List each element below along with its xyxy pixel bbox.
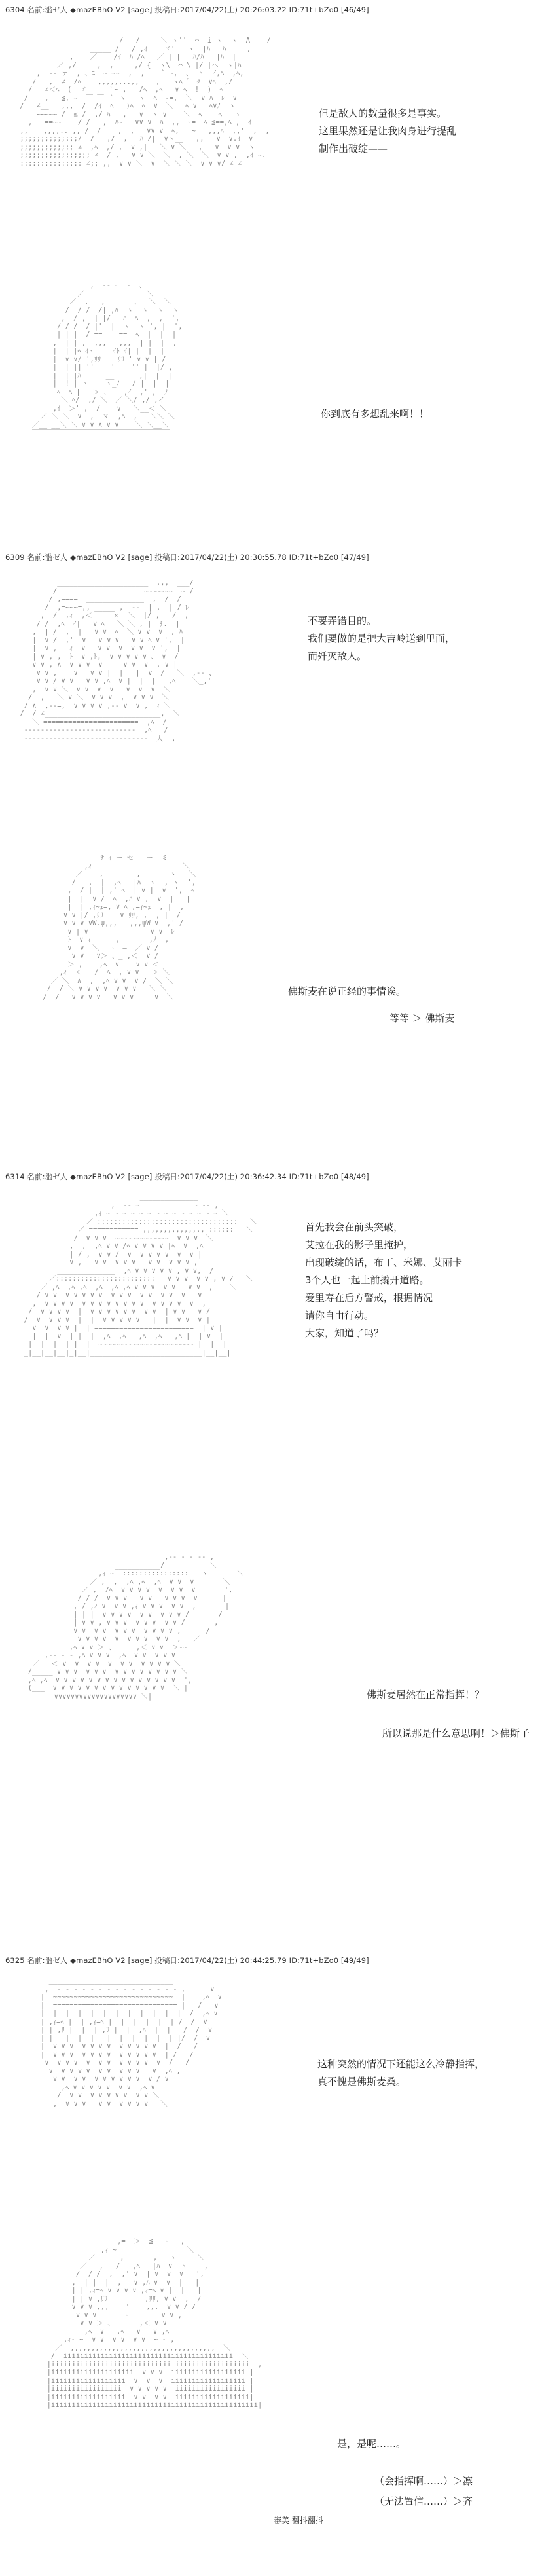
- post-header: 6325 名前:滥ゼ人 ◆mazEBhO V2 [sage] 投稿日:2017/04/22(土) 20:44:25.79 ID:71t+bZo0 [49/49]: [5, 1956, 369, 1965]
- dialog-line: 我们要做的是把大吉岭送到里面，: [308, 633, 456, 644]
- dialog-box: [308, 612, 455, 665]
- post-2: [0, 547, 559, 1167]
- dialog-box: [382, 1725, 530, 1742]
- ascii-art-character: ______________________________ , ‐ ‐ ‐ ‐ ‐ ‐ ‐ ‐ ‐ ‐ ‐ ‐ ‐ ‐ ‐ , ∨ | ~~~~~~~~~~~~~~~~~~~~~~~~~~~~~ | ,ﾍ ∨ | ============================== | / ∨ | | | | | | | | | | | | / ,ﾍ ∨ | ,ｨ=ﾍ | | ,ｨ=ﾍ | | | | | | / / ∨ | | ,ﾘ | | | ,ﾘ | | ,ﾍ | | | / / ∨ | |___|__|__|___|__|__|__|__|__| |/ / ∨ | ∨ ∨ ∨ ∨ ∨ ∨ ∨ ∨ ∨ ∨ ∨ ∨ | / / | ∨ ∨ ∨ ∨ ∨ ∨ ∨ ∨ ∨ ∨ ∨ ∨ | / / ∨ ∨ ∨ ∨ ∨ ∨ ∨ ∨ ∨ ∨ ∨ ∨ / / ∨ ∨ ∨ ∨ ∨ ∨ ∨ ∨ ∨ ∨ ∨ ,ﾍ , ∨ ∨ ∨ ∨ ∨ ∨ ∨ ∨ ∨ ∨ ∨ / ∨ ,ﾍ ∨ ∨ ∨ ∨ ∨ ∨ ∨ ,ﾍ ∨ / ∨ ∨ ∨ ∨ ∨ ∨ ∨ ∨ ∨ ＼ , ∨ ∨ ∨ ∨ ∨ ∨ ∨ ∨ ∨ ＼: [40, 1977, 223, 2108]
- dialog-line: 佛斯麦在说正经的事情诶。: [288, 985, 406, 997]
- dialog-line: 请你自由行动。: [305, 1310, 374, 1321]
- dialog-line: 3个人也一起上前撬开道路。: [305, 1274, 429, 1286]
- dialog-box: [317, 2055, 484, 2091]
- dialog-line: 这里果然还是让我肉身进行提乱: [319, 125, 457, 137]
- caption-sign: [274, 2515, 323, 2526]
- dialog-box: [389, 1010, 455, 1027]
- dialog-box: [288, 983, 406, 1001]
- dialog-line: 等等 ＞ 佛斯麦: [389, 1012, 455, 1024]
- dialog-line: 而歼灭敌人。: [308, 650, 367, 662]
- dialog-line: 不要弄错目的。: [308, 615, 377, 627]
- dialog-line: 所以说那是什么意思啊！＞佛斯子: [382, 1727, 530, 1739]
- post-header: 6309 名前:滥ゼ人 ◆mazEBhO V2 [sage] 投稿日:2017/04/22(土) 20:30:55.78 ID:71t+bZo0 [47/49]: [5, 553, 369, 562]
- dialog-line: 首先我会在前头突破，: [305, 1221, 404, 1233]
- dialog-box: [337, 2435, 406, 2453]
- post-header: 6314 名前:滥ゼ人 ◆mazEBhO V2 [sage] 投稿日:2017/04/22(土) 20:36:42.34 ID:71t+bZo0 [48/49]: [5, 1172, 369, 1181]
- post-1: [0, 0, 559, 550]
- dialog-line: 你到底有多想乱来啊！！: [321, 408, 429, 420]
- dialog-line: 这种突然的情况下还能这么冷静指挥，: [317, 2058, 485, 2070]
- ascii-art-character: , -‐ ｰ - 、 ／ ＼ ／ , , 、 ＼ ＼ / / / /| ,ﾊ ヽ ヽ ヽ ヽ , / , | |/ | ﾊ ﾍ , , ', / / / / |' | ヽ ヽ ', | ', | | | / == == ﾍ | | | , | | , ,,, ,,, | | | , | | |ﾍ ｲﾄ ｲﾄ ｲ| | | | | ∨ ∨/ ',ﾘﾘ ﾘﾘ ' ∨ ∨ | / | | || '' ' '' | |/ , | | |ﾊ __ ,| | | | ! | ヽ ヽ_ﾉ / | | | ﾍ ﾍ | ＞ ､ __ ,ｲ ,' , ﾉ ＼ ﾍ/ ,/ ＼ ／ ＼/ ,/ ,イ ,ｲ ＞' , / ∨ ＼__＜ ＼ ／ ＼ ＼ ∨ , ｘ ,ﾍ , ＼＼ ＼ ／__ __＼ ＼ ∨ ∨ ∧ ∨ ∨ ＼ ＼__＼ ￣￣￣￣￣￣￣￣￣￣￣￣￣￣￣￣￣￣￣￣: [31, 282, 183, 437]
- ascii-art-character: ﾁ ｨ ー セ ー ミ ,ｨ ＼ ／ , , ヽ ＼ / , | ,ﾍ |ﾊ ヽ , ヽ ', , / | | ,' ﾍ | ∨ | ∨ ', ﾍ | | ∨ / ﾍ ,ﾊ ∨ , ∨ | | | | ,ｨ~ｪ=, ∨ ﾍ ,=ｨ~ｪ , | , ∨ ∨ |/ ,ﾘﾘ ∨ ﾘﾘ, , , | / ∨ ∨ ∨ ∨W.ψ,,, ,,,ψW ∨ ,' / ∨ | ∨ ∨ ∨ ﾚ ﾄ ∨ ｨ , ,ﾉ , ∨ ∨ ＼ ー ― ／ ∨ / ∨ ∨ ∨＞ 、_ ,＜ ∨ / ＞ , ,ﾍ ∨ ∨ ∨ ＜ ,ｨ ＜ / ﾍ , ∨ ∨ ＞ ＼ ／ ＼ ∧ , ,ﾍ ∨ ∨ ∨ / ＼ ＼ / / ＼ ∨ ∨ ∨ ∨ ∨ ∨ ∨ ＼ ＼ / / ∨ ∨ ∨ ∨ ∨ ∨ ∨ ∨ ＼: [43, 854, 196, 1001]
- dialog-box: [319, 105, 456, 158]
- dialog-box: [374, 2471, 473, 2512]
- post-3: [0, 1167, 559, 1951]
- dialog-line: 大家，知道了吗？: [305, 1327, 384, 1339]
- dialog-line: 佛斯麦居然在正常指挥！？: [367, 1689, 485, 1701]
- dialog-line: 艾拉在我的影子里掩护，: [305, 1239, 414, 1251]
- dialog-line: 但是敌人的数量很多是事实。: [319, 107, 447, 119]
- ascii-art-character: ,-‐ ‐ ‐ ‐- , ___________/ ＼ ,ｨ ~ :::::::::::::::: ヽ ＼ ／ , , ,ﾍ ,ﾍ ,ﾍ ∨ ∨ ∨ ＼ ／ , /ﾍ ∨ ∨ ∨ ∨ ∨ ∨ ∨ ∨ ', / / / ∨ ∨ ∨ ∨ ∨ ∨ ∨ ∨ ∨ | , / ,ｨ ∨ ∨ ∨ ,ｨ ∨ ∨ ∨ ∨ ∨ , | | | | ∨ ∨ ∨ ∨ ∨ ∨ ∨ ∨ ∨ / / | ∨ ∨ , ∨ ∨ ∨ ∨ ∨ ∨ ∨ ∨ / , ∨ ∨ ∨ ∨ ∨ ∨ ∨ ∨ ∨ ∨ ∨ , / ∨ ∨ ∨ ∨ ∨ ∨ ∨ ∨ ∨ ∨ , ／ ,ﾍ ∨ ∨ ＞ 、 ___ ,＜ ∨ ∨ ＞‐~ ,-‐ ‐ ‐ ,ﾍ ∨ ∨ ∨ ,ﾍ ∨ ∨ ∨ ∨ ∨ ／ ＜ ∨ ∨ ∨ ∨ ∨ ∨ ∨ ∨ ∨ ∨ ∨ ＼ /_____ ∨ ∨ ∨ ∨ ∨ ∨ ∨ ∨ ∨ ∨ ∨ ∨ ∨ ∨ ＼ ,ﾍ ,ﾍ ∨ ∨ ∨ ∨ ∨ ∨ ∨ ∨ ∨ ∨ ∨ ∨ ∨ ∨ ∨ ', (___ ∨ ∨ ∨ ∨ ∨ ∨ ∨ ∨ ∨ ∨ ∨ ∨ ∨ ∨ ＼ | ￣￣∨∨∨∨∨∨∨∨∨∨∨∨∨∨∨∨∨∨∨∨ ＼|: [27, 1553, 244, 1701]
- ascii-art-character: / / ＼ ヽ'' ⌒ i ヽ ヽ A / _____ / / ,ｲ ヾ' ヽ |ﾊ ﾊ , , ／ /ｲ ﾊ /ﾍ ／ | | ﾊ/ﾊ |ﾊ | ／ ,/ , , __,/ { ヽ\ ⌒ \ |/ |ヘ ヽ|ﾊ , -‐ ァ ,_、ﾆ ~ ~~ , , ` ~, ､ ヽ ｲ,ﾍ ,ﾍ, / , ≠ /ﾍ ,,,,,,..,, , ヽﾍ ゙ ｸ ∨ﾍ ,/ / ∠＜ﾍ ( ゞ ｀~ , /ﾍ ,ﾍ ∨ ﾍ ! ) ﾍ / , ≦, ~ ￣ ￣ ｀ ヽ ヽ ﾍ ‐=, ＼ ∨ ﾊ ﾚ ∨ / ∠__ ,,, / /ｲ ﾍ )ﾍ ﾍ ∨ ＼ ﾍ ∨ ﾍ∨ﾉ ヽ ~~~~~ / ≦ / ./ ﾊ , ∨ ヽ ∨ ＼ ﾍ ﾍ ヽ , ==~~ / / , ﾊ~ ∨∨ ∨ ﾊ ,, ｰ= ﾍ ≦==,ﾍ , ｲ ,, ＿,,,,.. ,, / / , , ∨∨ ∨ ﾍ, ~ ,,,ﾍ ,,' , , ;;;;;;;;;;;;;;/ / ,/ , ﾊ /| ∨ヽ__ ,, ∨ ∨.ｲ ∨ ;;;;;;;;;;;;; ∠ ,ﾍ ,/ , ∨ ,| ＼ ∨ ＼ , ∨ ∨ ∨ ヽ ;;;;;;;;;;;;;;;;; ∠ / , ∨ ∨ ＼ ＼ , ＼ ＼ ∨ ∨ , ,ｲ ~. ::::::::::::::: ∠;; ,, ∨ ∨ ＼ ∨ ＼ ＼ ＼ ∨ ∨ ∨/ ∠ ∠: [20, 37, 271, 168]
- post-4: [0, 1951, 559, 2576]
- post-header: 6304 名前:滥ゼ人 ◆mazEBhO V2 [sage] 投稿日:2017/04/22(土) 20:26:03.22 ID:71t+bZo0 [46/49]: [5, 5, 369, 14]
- dialog-line: 爱里寿在后方警戒，根据情况: [305, 1292, 433, 1304]
- ascii-art-character: ______________ , -‐ ~ ~ ‐- , ,ｨ ~ ~ ~ ~ ~ ~ ~ ~ ~ ~ ~ ~ ~ ~ ＼ ／ :::::::::::::::::::::::::::::::::: ＼ ／ ============ ,,,,,,,,,,,,,,, :::::: ＼ / ∨ ∨ ∨ ~~~~~~~~~~~~~ ∨ ∨ ∨ ＼ , , ,ﾍ ∨ ∨ /ﾍ ∨ ∨ ∨ ∨ |ﾍ ∨ ,ﾍ | / , ∨ ∨ / ∨ ∨ ∨ ∨ ∨ ∨ ∨ | ∨ , ∨ ∨ ∨ ∨ ∨ ∨ ∨ ∨ ∨ ∨ , ______________ ,ﾍ ∨ ∨ ∨ ∨ ∨ , ∨ ∨, / ／:::::::::::::::::::::::: ∨ ∨ ∨ ∨ ∨ , ∨ / ＼ ／ ,ﾍ ,ﾍ ,ﾍ ,ﾍ ,ﾍ ,ﾍ ∨ ∨ ∨ ∨ ∨ ∨ ∨ , ＼ / ∨ ∨ ∨ ∨ ∨ ∨ ∨ ∨ ∨ ∨ ∨ ∨ ∨ ∨ ∨ ∨ , ∨ ∨ ∨ ∨ ∨ ∨ ∨ ∨ ∨ ∨ ∨ ∨ ∨ ∨ ∨ ∨ ∨ , / ∨ ∨ ∨ ∨ | ∨ ∨ ∨ ∨ ∨ ∨ ∨ ∨ | ∨ ∨ ∨ / / ∨ ∨ ∨ ∨ | | ∨ ∨ ∨ ∨ ∨ | | ∨ ∨ ∨ | | ∨ ∨ ∨ ∨ | | ======================== | ∨ | | | | ∨ | | | ,ﾍ ,ﾍ ,ﾍ ,ﾍ ,ﾍ | | ∨ | | | | | | | | ~~~~~~~~~~~~~~~~~~~~~~~ | | | |_|__|__|__|_|__|___________________________|__|__|: [20, 1193, 257, 1357]
- dialog-line: 出现破绽的话，布丁、米娜、艾丽卡: [305, 1257, 463, 1268]
- sign-text: 審美 翻抖翻抖: [274, 2516, 323, 2525]
- ascii-art-character: ______________________ ,,, ___/ /____________________ ~~~~~~~ ~ / / ,==== ______________ , / / / ,=~~~=,, _____ , -‐ | , | / ﾚ , / ,ｨ ,＜ ｘ ＼ |/ , / , / / ,ﾍ ｲ| ∨ ﾍ ＼ ＼ , | ﾁ. | , | / , | ∨ ∨ ﾍ ＼ ∨ ∨ ∨ , ﾊ | ∨ / ,' ∨ ∨ ∨ ∨ ∨ ∨ ﾍ ∨ ', | | ∨ , ｨ ∨ ∨ ∨ ∨ ∨ ∨ ∨ ', | | ∨ , , ﾄ ∨ ,ﾄ, ∨ ∨ ∨ ∨ ∨ 、 ∨ / ∨ ∨ , ∧ ∨ ∨ ∨ ∨ | ∨ ∨ ∨ , ∨ | ∨ ∨ , ∨ ∨ ∨ | | | ∨ / ＼ ,-‐ 、 ∨ ∨ / ∨ ∨ ∨ ∨ ,ﾍ ∨ | | | ,ﾍ ＼_,' , ∨ ∨ ＼ ∨ ∨ ∨ ∨ ∨ ∨ ∨ ＼ / , ＼ ∨ ＼ ∨ ∨ ∨ , ∨ ∨ ∨ ＼ / ∧ ,-‐=, ∨ ∨ ∨ ∨ ,-‐ ∨ ∨ , ｨ ＼ / / ∠____________________________, ＼ | ＼ ======================= ,ﾍ / |--------------------------- ,ﾍ / |------------------------------ 人 ,: [20, 579, 216, 743]
- dialog-box: [321, 405, 429, 423]
- dialog-box: [305, 1219, 462, 1342]
- dialog-line: （无法置信……）＞齐: [374, 2495, 473, 2507]
- ascii-art-character: ,= ＞ ≦ ー , ,ｨ ~ ＼ ／ , , ヽ ＼ ／ , / ,ﾍ |ﾊ ∨ ヽ ', / / / , ,' ∨ | ∨ ∨ ∨ ', , | | | , ∨ ,ﾊ ∨ ∨ | | | | ,ｨ=ﾍ ∨ ∨ ∨ ∨ ,ｨ=ﾍ ∨ | | | | | ∨ ,ﾘﾘ ,ﾘﾘ, ∨ ∨ , / ∨ ∨ ∨ ,,, ' ,,, ∨ ∨ / / ∨ ∨ ∨ ー ∨ ∨ , ∨ ∨ ＞ 、 ___ ,＜ ∨ ∨ ,ﾍ ∨ ,ﾍ ∨ ∨ ,ﾍ ,ｨ‐ ~ ∨ ∨ ∨ ∨ ∨ ∨ ~ ‐ , ／ ,,,,,,,,,,,,,,,,,,,,,,,,,,,,,,,,,,, ＼ / iiiiiiiiiiiiiiiiiiiiiiiiiiiiiiiiiiiiiiiii ＼ |iiiiiiiiiiiiiiiiiiiiiiiiiiiiiiiiiiiiiiiiiiiiiiii , |iiiiiiiiiiiiiiiiiiii ∨ ∨ ∨ iiiiiiiiiiiiiiiiii | |iiiiiiiiiiiiiiiiii ∨ ∨ ∨ iiiiiiiiiiiiiiiiii | |iiiiiiiiiiiiiiiii ∨ ∨ ∨ ∨ ∨ iiiiiiiiiiiiiiiii | |iiiiiiiiiiiiiiiiii ∨ ∨ ∨ ∨ iiiiiiiiiiiiiiiiii| |iiiiiiiiiiiiiiiiiiiiiiiiiiiiiiiiiiiiiiiiiiiiiiiiii|: [46, 2237, 262, 2409]
- dialog-line: 制作出破绽——: [319, 143, 388, 155]
- dialog-line: 真不愧是佛斯麦桑。: [317, 2076, 406, 2088]
- dialog-line: 是，是呢……。: [337, 2438, 406, 2450]
- dialog-box: [367, 1686, 484, 1704]
- dialog-line: （会指挥啊……）＞凛: [374, 2475, 473, 2487]
